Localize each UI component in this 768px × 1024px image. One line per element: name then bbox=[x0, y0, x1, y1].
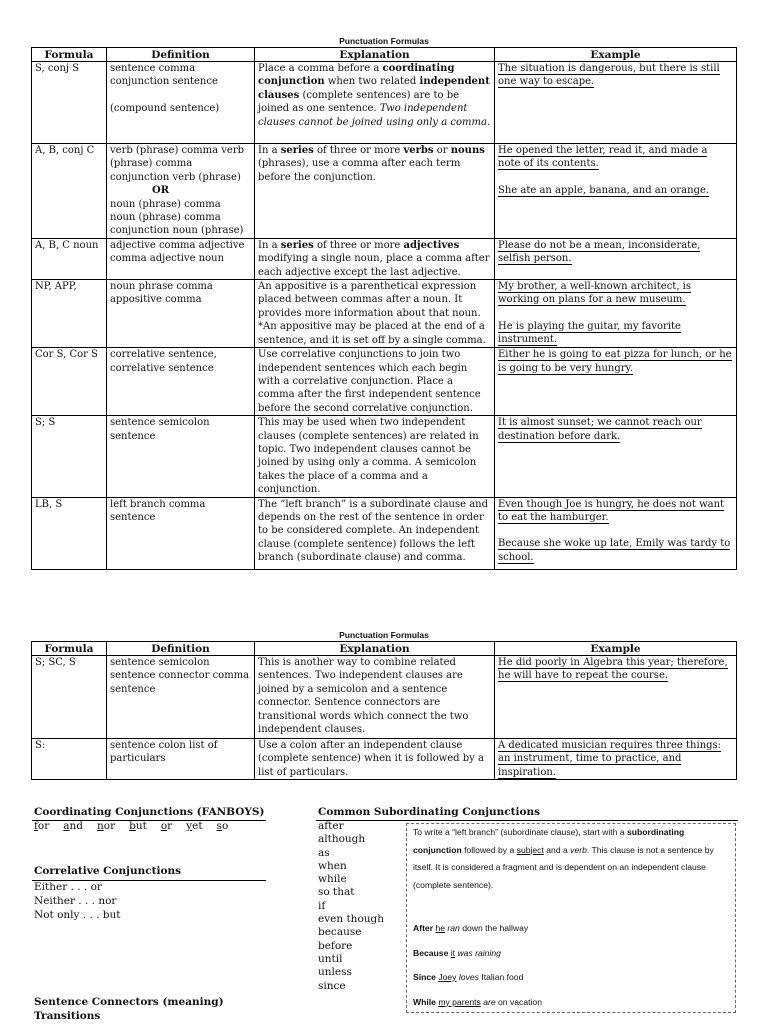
definition-line: verb (phrase) comma verb bbox=[110, 145, 245, 156]
formula-cell: A, B, conj C bbox=[32, 144, 107, 239]
definition-line: (phrase) comma bbox=[110, 158, 193, 170]
subordinating-item: unless bbox=[318, 966, 352, 979]
subordinating-item: because bbox=[318, 926, 362, 939]
formula-cell: S, conj S bbox=[32, 62, 107, 144]
definition-line: left branch comma bbox=[110, 498, 206, 510]
left-branch-note-box bbox=[406, 823, 736, 1013]
formula-cell: A, B, C noun bbox=[32, 238, 107, 279]
definition-line: OR bbox=[151, 185, 170, 197]
definition-line: appositive comma bbox=[110, 294, 202, 306]
definition-line: noun (phrase) comma bbox=[110, 198, 221, 210]
explanation-cell: In a series of three or more verbs or nouns (phrases), use a comma after each term before the conjunction. bbox=[255, 144, 495, 239]
table-row bbox=[32, 348, 737, 416]
definition-cell bbox=[107, 416, 255, 497]
correlative-item: Neither . . . nor bbox=[34, 895, 117, 907]
table-row bbox=[32, 416, 737, 497]
example-cell bbox=[495, 497, 737, 569]
header-explanation: Explanation bbox=[255, 48, 495, 62]
definition-line: sentence bbox=[110, 511, 156, 523]
fanboys-word: or bbox=[160, 820, 173, 832]
definition-cell bbox=[107, 739, 255, 780]
example-sentence: He did poorly in Algebra this year; therefore, he will have to repeat the course. bbox=[498, 657, 728, 682]
definition-cell bbox=[107, 144, 255, 239]
header-definition: Definition bbox=[107, 48, 255, 62]
note-intro: To write a “left branch” (subordinate clause), start with a subordinating conjunction followed by a subject and a verb. This clause is not a sentence by itself. It is considered a fragment and is dependent on an independent clause (complete sentence). bbox=[413, 827, 714, 890]
table-row bbox=[32, 144, 737, 239]
subordinating-item: so that bbox=[318, 886, 355, 899]
header-example: Example bbox=[495, 642, 737, 656]
correlative-list bbox=[34, 880, 121, 922]
subordinating-title: Common Subordinating Conjunctions bbox=[318, 806, 541, 818]
definition-cell bbox=[107, 238, 255, 279]
page-title-1: Punctuation Formulas bbox=[339, 36, 429, 46]
example-cell bbox=[495, 238, 737, 279]
table-row bbox=[32, 739, 737, 780]
fanboys-word: nor bbox=[96, 820, 116, 832]
definition-line: sentence semicolon bbox=[110, 657, 210, 668]
example-sentence: It is almost sunset; we cannot reach our destination before dark. bbox=[498, 417, 702, 442]
correlative-item: Either . . . or bbox=[34, 881, 102, 893]
definition-line: particulars bbox=[110, 753, 166, 765]
definition-line: sentence connector comma bbox=[110, 670, 250, 682]
definition-line: sentence colon list of bbox=[110, 740, 218, 751]
example-gap bbox=[498, 171, 733, 184]
header-formula: Formula bbox=[32, 48, 107, 62]
subordinating-item: since bbox=[318, 979, 346, 992]
example-cell bbox=[495, 739, 737, 780]
definition-line bbox=[110, 89, 251, 102]
example-cell bbox=[495, 656, 737, 739]
punctuation-table-1 bbox=[31, 47, 737, 570]
connectors-subtitle: Transitions bbox=[34, 1010, 101, 1022]
definition-line: sentence bbox=[110, 430, 156, 442]
formula-cell: S; S bbox=[32, 416, 107, 497]
subordinating-item: before bbox=[318, 939, 353, 952]
table-row bbox=[32, 238, 737, 279]
example-cell bbox=[495, 144, 737, 239]
definition-line: conjunction noun (phrase) bbox=[110, 225, 244, 237]
fanboys-word: so bbox=[216, 820, 229, 832]
fanboys-word: for bbox=[34, 820, 50, 832]
formula-cell: Cor S, Cor S bbox=[32, 348, 107, 416]
fanboys-word: yet bbox=[186, 820, 203, 832]
explanation-cell: In a series of three or more adjectives modifying a single noun, place a comma after each adjective except the last adjective. bbox=[255, 238, 495, 279]
table-row bbox=[32, 62, 737, 144]
definition-line: conjunction sentence bbox=[110, 76, 218, 88]
page-title-2: Punctuation Formulas bbox=[339, 630, 429, 640]
explanation-cell: This is another way to combine related sentences. Two independent clauses are joined by a semicolon and a sentence connector. Sentence connectors are transitional words which connect the two independent clauses. bbox=[255, 656, 495, 739]
example-cell bbox=[495, 348, 737, 416]
subordinating-item: while bbox=[318, 873, 347, 886]
subordinating-item: although bbox=[318, 833, 366, 846]
definition-line: noun phrase comma bbox=[110, 281, 213, 293]
explanation-cell: The “left branch” is a subordinate clause and depends on the rest of the sentence in order to be considered complete. An independent clause (complete sentence) follows the left branch (subordinate clause) and comma. bbox=[255, 497, 495, 569]
definition-cell bbox=[107, 280, 255, 348]
definition-cell bbox=[107, 656, 255, 739]
example-cell bbox=[495, 416, 737, 497]
explanation-cell: Use a colon after an independent clause (complete sentence) when it is followed by a list of particulars. bbox=[255, 739, 495, 780]
example-sentence: She ate an apple, banana, and an orange. bbox=[498, 184, 710, 196]
definition-line: conjunction verb (phrase) bbox=[110, 171, 241, 183]
definition-cell bbox=[107, 497, 255, 569]
header-example: Example bbox=[495, 48, 737, 62]
example-cell bbox=[495, 280, 737, 348]
explanation-cell: Use correlative conjunctions to join two independent sentences which each begin with a correlative conjunction. Place a comma after the first independent sentence before the second correlative conjunction. bbox=[255, 348, 495, 416]
table-row bbox=[32, 280, 737, 348]
fanboys-word: and bbox=[63, 820, 83, 832]
subordinating-item: after bbox=[318, 820, 344, 832]
fanboys-word: but bbox=[129, 820, 147, 832]
fanboys-list bbox=[34, 820, 242, 832]
header-formula: Formula bbox=[32, 642, 107, 656]
example-sentence: He is playing the guitar, my favorite instrument. bbox=[498, 320, 681, 346]
header-definition: Definition bbox=[107, 642, 255, 656]
table-header-row bbox=[32, 48, 737, 62]
header-explanation: Explanation bbox=[255, 642, 495, 656]
formula-cell: NP, APP, bbox=[32, 280, 107, 348]
explanation-cell: This may be used when two independent clauses (complete sentences) are related in topic. Two independent clauses cannot be joined by using only a comma. A semicolon takes the place of a comma and a conjunction. bbox=[255, 416, 495, 497]
example-sentence: My brother, a well-known architect, is working on plans for a new museum. bbox=[498, 281, 692, 306]
definition-line: sentence semicolon bbox=[110, 417, 210, 429]
subordinating-list bbox=[318, 820, 384, 993]
definition-cell bbox=[107, 348, 255, 416]
definition-cell bbox=[107, 62, 255, 144]
note-example: While my parents are on vacation bbox=[413, 996, 542, 1007]
subordinating-item: even though bbox=[318, 913, 385, 926]
connectors-title: Sentence Connectors (meaning) bbox=[34, 996, 224, 1008]
note-example: After he ran down the hallway bbox=[413, 923, 529, 933]
definition-line: sentence comma bbox=[110, 63, 196, 74]
fanboys-title: Coordinating Conjunctions (FANBOYS) bbox=[34, 806, 265, 818]
example-sentence: A dedicated musician requires three things: an instrument, time to practice, and inspiration. bbox=[498, 740, 722, 778]
definition-line: (compound sentence) bbox=[110, 102, 220, 114]
note-example: Since Joey loves Italian food bbox=[413, 972, 524, 982]
explanation-cell: Place a comma before a coordinating conjunction when two related independent clauses (complete sentences) are to be joined as one sentence. Two independent clauses cannot be joined using only a comma. bbox=[255, 62, 495, 144]
example-sentence: He opened the letter, read it, and made a note of its contents. bbox=[498, 145, 708, 170]
definition-line: adjective comma adjective bbox=[110, 239, 245, 251]
example-gap bbox=[498, 524, 733, 537]
definition-line: noun (phrase) comma bbox=[110, 212, 221, 224]
formula-cell: LB, S bbox=[32, 497, 107, 569]
formula-cell: S; SC, S bbox=[32, 656, 107, 739]
table-header-row bbox=[32, 642, 737, 656]
table-row bbox=[32, 656, 737, 739]
definition-line: comma adjective noun bbox=[110, 253, 225, 265]
example-sentence: Even though Joe is hungry, he does not want to eat the hamburger. bbox=[498, 498, 725, 523]
note-example: Because it was raining bbox=[413, 947, 501, 958]
correlative-item: Not only . . . but bbox=[34, 909, 121, 921]
subordinating-item: as bbox=[318, 846, 330, 859]
subordinating-item: until bbox=[318, 952, 343, 965]
definition-line: sentence bbox=[110, 683, 156, 695]
definition-line: correlative sentence bbox=[110, 362, 214, 374]
example-sentence: Either he is going to eat pizza for lunch, or he is going to be very hungry. bbox=[498, 349, 732, 374]
explanation-cell: An appositive is a parenthetical expression placed between commas after a noun. It provides more information about that noun. *An appositive may be placed at the end of a sentence, and it is set off by a single comma. bbox=[255, 280, 495, 348]
punctuation-table-2 bbox=[31, 641, 737, 780]
subordinating-item: if bbox=[318, 899, 326, 912]
example-cell bbox=[495, 62, 737, 144]
example-sentence: Because she woke up late, Emily was tardy to school. bbox=[498, 538, 731, 563]
table-row bbox=[32, 497, 737, 569]
formula-cell: S: bbox=[32, 739, 107, 780]
subordinating-item: when bbox=[318, 859, 347, 872]
correlative-title: Correlative Conjunctions bbox=[34, 865, 182, 877]
example-gap bbox=[498, 307, 733, 320]
definition-line: correlative sentence, bbox=[110, 349, 217, 361]
example-sentence: Please do not be a mean, inconsiderate, selfish person. bbox=[498, 239, 701, 265]
example-sentence: The situation is dangerous, but there is still one way to escape. bbox=[498, 63, 720, 88]
